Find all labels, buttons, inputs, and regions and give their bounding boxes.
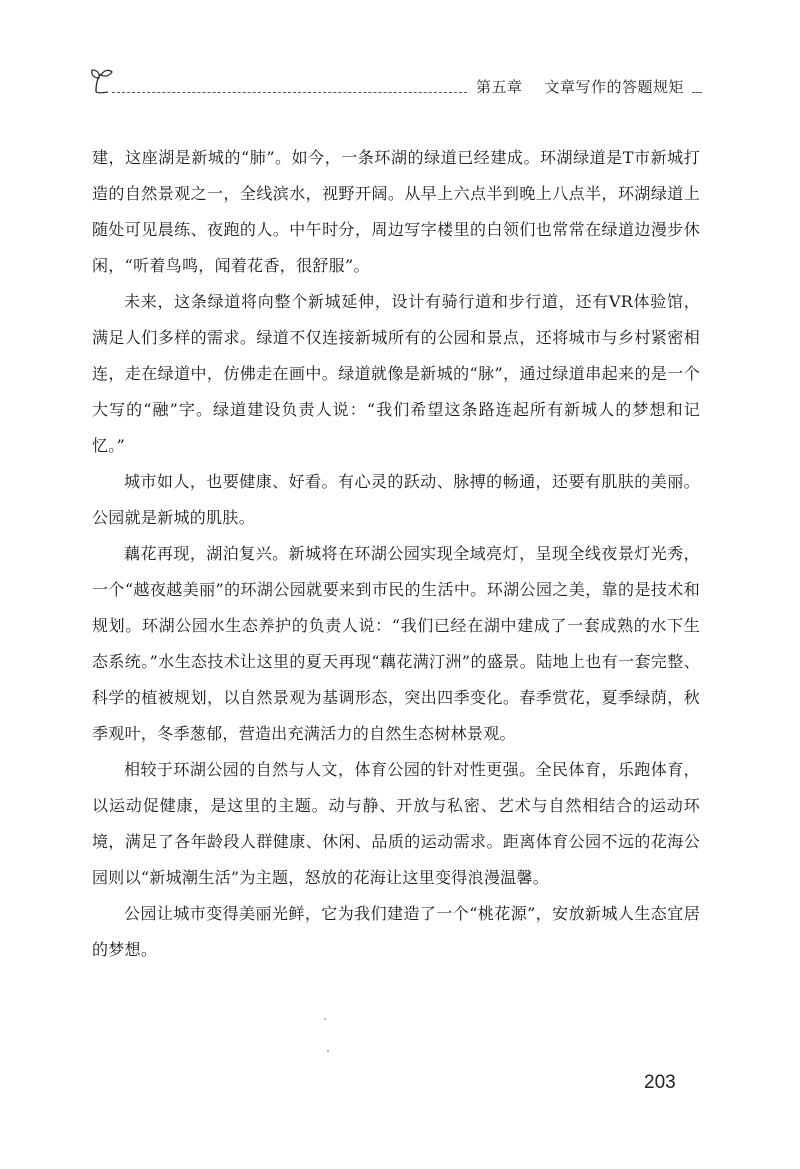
paragraph: 城市如人，也要健康、好看。有心灵的跃动、脉搏的畅通，还要有肌肤的美丽。公园就是新城的肌肤。 [92, 472, 700, 527]
paragraph: 藕花再现，湖泊复兴。新城将在环湖公园实现全域亮灯，呈现全线夜景灯光秀，一个“越夜越美丽”的环湖公园就要来到市民的生活中。环湖公园之美，靠的是技术和规划。环湖公园水生态养护的负责人说：“我们已经在湖中建成了一套成熟的水下生态系统。”水生态技术让这里的夏天再现“藕花满汀洲”的盛景。陆地上也有一套完整、科学的植被规划，以自然景观为基调形态，突出四季变化。春季赏花，夏季绿荫，秋季观叶，冬季葱郁，营造出充满活力的自然生态树林景观。 [92, 544, 700, 743]
header-rule-end [692, 92, 702, 93]
paragraph: 未来，这条绿道将向整个新城延伸，设计有骑行道和步行道，还有VR体验馆，满足人们多样的需求。绿道不仅连接新城所有的公园和景点，还将城市与乡村紧密相连，走在绿道中，仿佛走在画中。绿道就像是新城的“脉”，通过绿道串起来的是一个大写的“融”字。绿道建设负责人说：“我们希望这条路连起所有新城人的梦想和记忆。” [92, 292, 700, 455]
page-number: 203 [644, 1072, 676, 1093]
body-text [92, 140, 700, 968]
chapter-heading [476, 76, 684, 97]
running-header [88, 66, 702, 100]
chapter-title: 文章写作的答题规矩 [544, 78, 685, 96]
header-rule [112, 92, 467, 93]
scan-speck [327, 1050, 329, 1052]
paragraph: 相较于环湖公园的自然与人文，体育公园的针对性更强。全民体育，乐跑体育，以运动促健康，是这里的主题。动与静、开放与私密、艺术与自然相结合的运动环境，满足了各年龄段人群健康、休闲、品质的运动需求。距离体育公园不远的花海公园则以“新城潮生活”为主题，怒放的花海让这里变得浪漫温馨。 [92, 760, 700, 887]
scan-speck [324, 1018, 326, 1020]
chapter-number: 第五章 [476, 78, 523, 96]
paragraph: 建，这座湖是新城的“肺”。如今，一条环湖的绿道已经建成。环湖绿道是T市新城打造的自然景观之一，全线滨水，视野开阔。从早上六点半到晚上八点半，环湖绿道上随处可见晨练、夜跑的人。中午时分，周边写字楼里的白领们也常常在绿道边漫步休闲，“听着鸟鸣，闻着花香，很舒服”。 [92, 148, 700, 275]
paragraph: 公园让城市变得美丽光鲜，它为我们建造了一个“桃花源”，安放新城人生态宜居的梦想。 [92, 904, 700, 959]
